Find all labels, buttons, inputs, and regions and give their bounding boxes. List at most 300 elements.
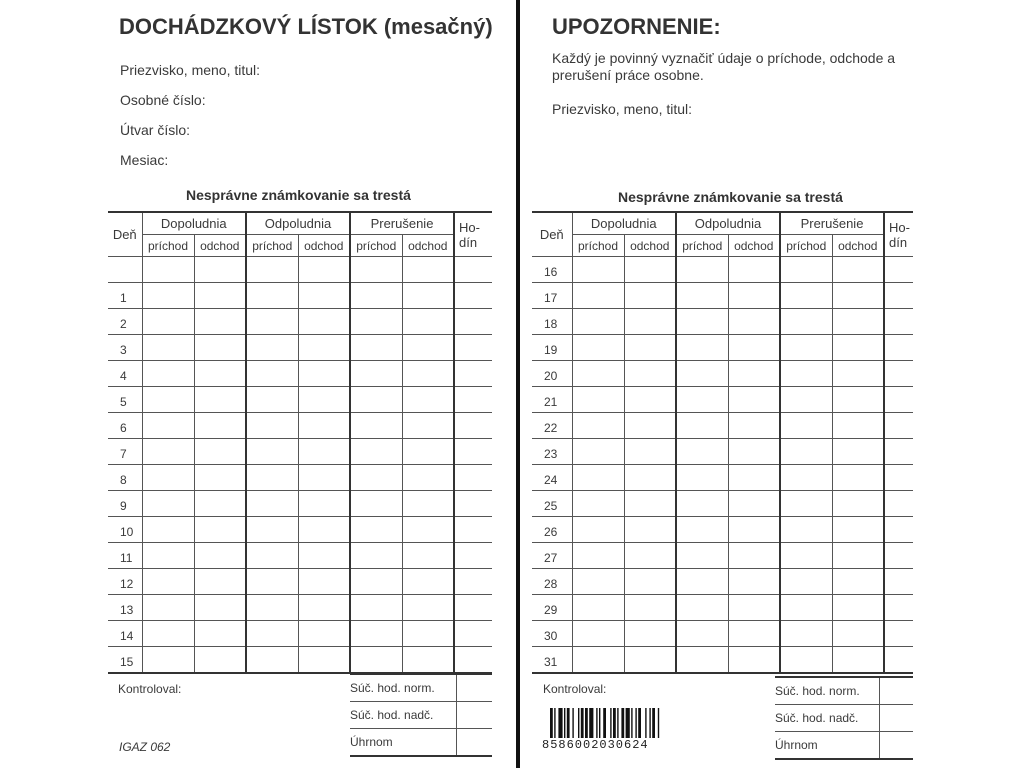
time-entry-cell[interactable] xyxy=(194,413,246,439)
time-entry-cell[interactable] xyxy=(780,413,832,439)
time-entry-cell[interactable] xyxy=(454,595,492,621)
barcode-bar xyxy=(652,708,655,738)
time-entry-cell[interactable] xyxy=(194,491,246,517)
time-entry-cell[interactable] xyxy=(884,569,913,595)
barcode-bar xyxy=(585,708,588,738)
time-entry-cell[interactable] xyxy=(572,439,624,465)
hours-header: Ho- dín xyxy=(454,212,492,257)
barcode-bar xyxy=(558,708,562,738)
barcode-bar xyxy=(603,708,606,738)
time-entry-cell[interactable] xyxy=(780,361,832,387)
time-entry-cell[interactable] xyxy=(624,361,676,387)
time-entry-cell[interactable] xyxy=(884,361,913,387)
time-entry-cell[interactable] xyxy=(350,283,402,309)
barcode-bar xyxy=(567,708,570,738)
time-entry-cell[interactable] xyxy=(728,283,780,309)
time-entry-cell[interactable] xyxy=(298,491,350,517)
time-entry-cell[interactable] xyxy=(402,283,454,309)
time-entry-cell[interactable] xyxy=(350,569,402,595)
time-entry-cell[interactable] xyxy=(246,595,298,621)
time-entry-cell[interactable] xyxy=(402,465,454,491)
time-entry-cell[interactable] xyxy=(194,439,246,465)
time-entry-cell[interactable] xyxy=(780,595,832,621)
day-number: 30 xyxy=(532,621,572,647)
time-entry-cell[interactable] xyxy=(884,491,913,517)
table-row xyxy=(108,439,492,465)
time-entry-cell[interactable] xyxy=(832,621,884,647)
time-entry-cell[interactable] xyxy=(676,647,728,673)
time-entry-cell[interactable] xyxy=(728,387,780,413)
time-entry-cell[interactable] xyxy=(246,465,298,491)
arrival-header: príchod xyxy=(246,235,298,257)
morning-header: Dopoludnia xyxy=(572,212,676,235)
barcode-bar xyxy=(596,708,597,738)
time-entry-cell[interactable] xyxy=(246,257,298,283)
time-entry-cell[interactable] xyxy=(194,621,246,647)
time-entry-cell[interactable] xyxy=(676,517,728,543)
barcode-bar xyxy=(589,708,593,738)
time-entry-cell[interactable] xyxy=(780,569,832,595)
time-entry-cell[interactable] xyxy=(350,517,402,543)
day-number: 17 xyxy=(532,283,572,309)
time-entry-cell[interactable] xyxy=(728,595,780,621)
time-entry-cell[interactable] xyxy=(194,647,246,673)
time-entry-cell[interactable] xyxy=(298,335,350,361)
time-entry-cell[interactable] xyxy=(142,387,194,413)
day-number: 1 xyxy=(108,283,142,309)
time-entry-cell[interactable] xyxy=(624,569,676,595)
day-header: Deň xyxy=(532,212,572,257)
barcode-bar xyxy=(638,708,641,738)
time-entry-cell[interactable] xyxy=(832,309,884,335)
time-entry-cell[interactable] xyxy=(298,647,350,673)
time-entry-cell[interactable] xyxy=(194,595,246,621)
time-entry-cell[interactable] xyxy=(884,335,913,361)
time-entry-cell[interactable] xyxy=(728,257,780,283)
time-entry-cell[interactable] xyxy=(884,439,913,465)
time-entry-cell[interactable] xyxy=(454,465,492,491)
back-side xyxy=(520,0,1024,768)
time-entry-cell[interactable] xyxy=(402,647,454,673)
time-entry-cell[interactable] xyxy=(142,621,194,647)
time-entry-cell[interactable] xyxy=(728,439,780,465)
time-entry-cell[interactable] xyxy=(676,595,728,621)
attendance-table-right xyxy=(532,211,913,674)
barcode-bar xyxy=(578,708,579,738)
time-entry-cell[interactable] xyxy=(676,439,728,465)
time-entry-cell[interactable] xyxy=(884,257,913,283)
time-entry-cell[interactable] xyxy=(298,439,350,465)
arrival-header: príchod xyxy=(350,235,402,257)
time-entry-cell[interactable] xyxy=(350,647,402,673)
time-entry-cell[interactable] xyxy=(298,413,350,439)
time-entry-cell[interactable] xyxy=(884,413,913,439)
time-entry-cell[interactable] xyxy=(728,569,780,595)
time-entry-cell[interactable] xyxy=(402,543,454,569)
sum-overtime-hours-cell[interactable] xyxy=(456,702,492,729)
barcode-bar xyxy=(649,708,650,738)
time-entry-cell[interactable] xyxy=(454,491,492,517)
table-row xyxy=(108,361,492,387)
time-entry-cell[interactable] xyxy=(676,387,728,413)
time-entry-cell[interactable] xyxy=(624,309,676,335)
time-entry-cell[interactable] xyxy=(728,491,780,517)
table-row xyxy=(532,413,913,439)
table-row xyxy=(108,543,492,569)
time-entry-cell[interactable] xyxy=(454,621,492,647)
controlled-by-label: Kontroloval: xyxy=(118,682,182,696)
day-number: 20 xyxy=(532,361,572,387)
time-entry-cell[interactable] xyxy=(624,387,676,413)
table-row xyxy=(108,283,492,309)
time-entry-cell[interactable] xyxy=(194,361,246,387)
time-entry-cell[interactable] xyxy=(884,595,913,621)
time-entry-cell[interactable] xyxy=(832,595,884,621)
time-entry-cell[interactable] xyxy=(832,517,884,543)
time-entry-cell[interactable] xyxy=(624,335,676,361)
time-entry-cell[interactable] xyxy=(676,361,728,387)
day-number: 4 xyxy=(108,361,142,387)
sum-normal-hours-label: Súč. hod. norm. xyxy=(350,674,456,702)
time-entry-cell[interactable] xyxy=(832,283,884,309)
time-entry-cell[interactable] xyxy=(350,543,402,569)
time-entry-cell[interactable] xyxy=(572,413,624,439)
time-entry-cell[interactable] xyxy=(142,595,194,621)
time-entry-cell[interactable] xyxy=(298,387,350,413)
time-entry-cell[interactable] xyxy=(246,439,298,465)
time-entry-cell[interactable] xyxy=(298,621,350,647)
table-row xyxy=(108,491,492,517)
time-entry-cell[interactable] xyxy=(298,465,350,491)
time-entry-cell[interactable] xyxy=(402,517,454,543)
time-entry-cell[interactable] xyxy=(142,517,194,543)
time-entry-cell[interactable] xyxy=(298,595,350,621)
time-entry-cell[interactable] xyxy=(676,309,728,335)
time-entry-cell[interactable] xyxy=(454,569,492,595)
name-label: Priezvisko, meno, titul: xyxy=(552,101,693,117)
name-label: Priezvisko, meno, titul: xyxy=(120,62,261,78)
time-entry-cell[interactable] xyxy=(454,647,492,673)
hours-header: Ho- dín xyxy=(884,212,913,257)
time-entry-cell[interactable] xyxy=(624,257,676,283)
day-number: 6 xyxy=(108,413,142,439)
sum-overtime-hours-cell[interactable] xyxy=(879,705,913,732)
barcode-bar xyxy=(613,708,616,738)
time-entry-cell[interactable] xyxy=(194,387,246,413)
time-entry-cell[interactable] xyxy=(780,439,832,465)
time-entry-cell[interactable] xyxy=(142,491,194,517)
time-entry-cell[interactable] xyxy=(402,491,454,517)
time-entry-cell[interactable] xyxy=(780,335,832,361)
time-entry-cell[interactable] xyxy=(572,465,624,491)
time-entry-cell[interactable] xyxy=(676,283,728,309)
barcode-bar xyxy=(554,708,555,738)
sum-overtime-hours-label: Súč. hod. nadč. xyxy=(350,702,456,729)
time-entry-cell[interactable] xyxy=(402,569,454,595)
time-entry-cell[interactable] xyxy=(572,335,624,361)
time-entry-cell[interactable] xyxy=(142,439,194,465)
time-entry-cell[interactable] xyxy=(728,361,780,387)
barcode-bar xyxy=(631,708,632,738)
sum-normal-hours-cell[interactable] xyxy=(456,674,492,702)
time-entry-cell[interactable] xyxy=(454,257,492,283)
time-entry-cell[interactable] xyxy=(728,517,780,543)
time-entry-cell[interactable] xyxy=(624,517,676,543)
sum-overtime-hours-label: Súč. hod. nadč. xyxy=(775,705,879,732)
time-entry-cell[interactable] xyxy=(454,439,492,465)
time-entry-cell[interactable] xyxy=(572,569,624,595)
time-entry-cell[interactable] xyxy=(676,491,728,517)
barcode-bar xyxy=(635,708,636,738)
time-entry-cell[interactable] xyxy=(246,283,298,309)
time-entry-cell[interactable] xyxy=(350,413,402,439)
time-entry-cell[interactable] xyxy=(884,465,913,491)
time-entry-cell[interactable] xyxy=(142,465,194,491)
arrival-header: príchod xyxy=(572,235,624,257)
time-entry-cell[interactable] xyxy=(832,257,884,283)
time-entry-cell[interactable] xyxy=(624,283,676,309)
time-entry-cell[interactable] xyxy=(298,309,350,335)
time-entry-cell[interactable] xyxy=(676,543,728,569)
penalty-notice: Nesprávne známkovanie sa trestá xyxy=(186,187,411,203)
time-entry-cell[interactable] xyxy=(884,387,913,413)
time-entry-cell[interactable] xyxy=(454,283,492,309)
month-label: Mesiac: xyxy=(120,152,169,168)
time-entry-cell[interactable] xyxy=(572,491,624,517)
time-entry-cell[interactable] xyxy=(780,491,832,517)
time-entry-cell[interactable] xyxy=(832,439,884,465)
time-entry-cell[interactable] xyxy=(780,647,832,673)
departure-header: odchod xyxy=(728,235,780,257)
time-entry-cell[interactable] xyxy=(194,257,246,283)
time-entry-cell[interactable] xyxy=(676,621,728,647)
time-entry-cell[interactable] xyxy=(832,335,884,361)
time-entry-cell[interactable] xyxy=(780,621,832,647)
day-number: 14 xyxy=(108,621,142,647)
time-entry-cell[interactable] xyxy=(142,309,194,335)
time-entry-cell[interactable] xyxy=(884,517,913,543)
time-entry-cell[interactable] xyxy=(142,647,194,673)
time-entry-cell[interactable] xyxy=(728,465,780,491)
time-entry-cell[interactable] xyxy=(624,413,676,439)
day-number: 12 xyxy=(108,569,142,595)
time-entry-cell[interactable] xyxy=(780,309,832,335)
time-entry-cell[interactable] xyxy=(624,439,676,465)
time-entry-cell[interactable] xyxy=(350,595,402,621)
time-entry-cell[interactable] xyxy=(676,257,728,283)
time-entry-cell[interactable] xyxy=(298,283,350,309)
day-number: 13 xyxy=(108,595,142,621)
time-entry-cell[interactable] xyxy=(350,335,402,361)
time-entry-cell[interactable] xyxy=(624,465,676,491)
time-entry-cell[interactable] xyxy=(572,309,624,335)
time-entry-cell[interactable] xyxy=(194,335,246,361)
controlled-by-label: Kontroloval: xyxy=(543,682,607,696)
time-entry-cell[interactable] xyxy=(832,491,884,517)
time-entry-cell[interactable] xyxy=(676,569,728,595)
time-entry-cell[interactable] xyxy=(246,647,298,673)
total-cell[interactable] xyxy=(456,729,492,757)
time-entry-cell[interactable] xyxy=(832,647,884,673)
warning-text: Každý je povinný vyznačiť údaje o príchode, odchode a prerušení práce osobne. xyxy=(552,50,896,83)
table-row xyxy=(108,387,492,413)
time-entry-cell[interactable] xyxy=(246,491,298,517)
time-entry-cell[interactable] xyxy=(454,361,492,387)
time-entry-cell[interactable] xyxy=(780,517,832,543)
time-entry-cell[interactable] xyxy=(832,387,884,413)
time-entry-cell[interactable] xyxy=(454,543,492,569)
time-entry-cell[interactable] xyxy=(832,413,884,439)
sum-normal-hours-label: Súč. hod. norm. xyxy=(775,677,879,705)
time-entry-cell[interactable] xyxy=(624,595,676,621)
time-entry-cell[interactable] xyxy=(402,257,454,283)
time-entry-cell[interactable] xyxy=(246,569,298,595)
time-entry-cell[interactable] xyxy=(298,257,350,283)
day-number xyxy=(108,257,142,283)
time-entry-cell[interactable] xyxy=(454,309,492,335)
attendance-table-left xyxy=(108,211,492,674)
time-entry-cell[interactable] xyxy=(728,647,780,673)
time-entry-cell[interactable] xyxy=(350,361,402,387)
time-entry-cell[interactable] xyxy=(832,569,884,595)
time-entry-cell[interactable] xyxy=(572,387,624,413)
time-entry-cell[interactable] xyxy=(454,517,492,543)
time-entry-cell[interactable] xyxy=(454,413,492,439)
time-entry-cell[interactable] xyxy=(246,543,298,569)
time-entry-cell[interactable] xyxy=(572,257,624,283)
time-entry-cell[interactable] xyxy=(402,413,454,439)
time-entry-cell[interactable] xyxy=(246,309,298,335)
time-entry-cell[interactable] xyxy=(780,283,832,309)
time-entry-cell[interactable] xyxy=(624,543,676,569)
time-entry-cell[interactable] xyxy=(194,283,246,309)
time-entry-cell[interactable] xyxy=(572,361,624,387)
time-entry-cell[interactable] xyxy=(884,543,913,569)
day-header: Deň xyxy=(108,212,142,257)
time-entry-cell[interactable] xyxy=(832,465,884,491)
time-entry-cell[interactable] xyxy=(572,647,624,673)
table-row xyxy=(532,517,913,543)
time-entry-cell[interactable] xyxy=(780,387,832,413)
day-number: 18 xyxy=(532,309,572,335)
time-entry-cell[interactable] xyxy=(780,543,832,569)
time-entry-cell[interactable] xyxy=(142,569,194,595)
time-entry-cell[interactable] xyxy=(402,595,454,621)
time-entry-cell[interactable] xyxy=(572,621,624,647)
day-number: 23 xyxy=(532,439,572,465)
time-entry-cell[interactable] xyxy=(246,621,298,647)
time-entry-cell[interactable] xyxy=(402,309,454,335)
barcode-bar xyxy=(572,708,573,738)
arrival-header: príchod xyxy=(676,235,728,257)
time-entry-cell[interactable] xyxy=(246,517,298,543)
time-entry-cell[interactable] xyxy=(884,283,913,309)
time-entry-cell[interactable] xyxy=(246,413,298,439)
time-entry-cell[interactable] xyxy=(350,257,402,283)
time-entry-cell[interactable] xyxy=(298,517,350,543)
time-entry-cell[interactable] xyxy=(402,361,454,387)
time-entry-cell[interactable] xyxy=(246,387,298,413)
time-entry-cell[interactable] xyxy=(402,387,454,413)
sum-normal-hours-cell[interactable] xyxy=(879,677,913,705)
time-entry-cell[interactable] xyxy=(832,543,884,569)
time-entry-cell[interactable] xyxy=(194,569,246,595)
time-entry-cell[interactable] xyxy=(676,465,728,491)
time-entry-cell[interactable] xyxy=(884,621,913,647)
time-entry-cell[interactable] xyxy=(298,569,350,595)
time-entry-cell[interactable] xyxy=(142,283,194,309)
time-entry-cell[interactable] xyxy=(350,465,402,491)
time-entry-cell[interactable] xyxy=(402,621,454,647)
total-cell[interactable] xyxy=(879,732,913,760)
time-entry-cell[interactable] xyxy=(454,387,492,413)
time-entry-cell[interactable] xyxy=(142,361,194,387)
form-title: DOCHÁDZKOVÝ LÍSTOK (mesačný) xyxy=(119,14,493,39)
time-entry-cell[interactable] xyxy=(572,543,624,569)
time-entry-cell[interactable] xyxy=(142,335,194,361)
time-entry-cell[interactable] xyxy=(194,517,246,543)
time-entry-cell[interactable] xyxy=(728,335,780,361)
barcode-bar xyxy=(645,708,646,738)
time-entry-cell[interactable] xyxy=(402,335,454,361)
time-entry-cell[interactable] xyxy=(194,543,246,569)
table-row xyxy=(532,257,913,283)
time-entry-cell[interactable] xyxy=(624,621,676,647)
time-entry-cell[interactable] xyxy=(298,361,350,387)
time-entry-cell[interactable] xyxy=(142,413,194,439)
barcode-bar xyxy=(658,708,659,738)
time-entry-cell[interactable] xyxy=(572,283,624,309)
time-entry-cell[interactable] xyxy=(676,335,728,361)
time-entry-cell[interactable] xyxy=(884,309,913,335)
time-entry-cell[interactable] xyxy=(624,491,676,517)
day-number: 5 xyxy=(108,387,142,413)
time-entry-cell[interactable] xyxy=(676,413,728,439)
time-entry-cell[interactable] xyxy=(454,335,492,361)
time-entry-cell[interactable] xyxy=(728,413,780,439)
time-entry-cell[interactable] xyxy=(350,309,402,335)
time-entry-cell[interactable] xyxy=(350,621,402,647)
time-entry-cell[interactable] xyxy=(624,647,676,673)
time-entry-cell[interactable] xyxy=(350,387,402,413)
time-entry-cell[interactable] xyxy=(572,517,624,543)
time-entry-cell[interactable] xyxy=(402,439,454,465)
time-entry-cell[interactable] xyxy=(142,543,194,569)
time-entry-cell[interactable] xyxy=(350,439,402,465)
time-entry-cell[interactable] xyxy=(780,465,832,491)
time-entry-cell[interactable] xyxy=(728,543,780,569)
day-number: 31 xyxy=(532,647,572,673)
time-entry-cell[interactable] xyxy=(728,309,780,335)
time-entry-cell[interactable] xyxy=(728,621,780,647)
arrival-header: príchod xyxy=(780,235,832,257)
departure-header: odchod xyxy=(624,235,676,257)
barcode-digits: 8586002030624 xyxy=(542,738,649,752)
time-entry-cell[interactable] xyxy=(194,309,246,335)
day-number: 10 xyxy=(108,517,142,543)
time-entry-cell[interactable] xyxy=(780,257,832,283)
time-entry-cell[interactable] xyxy=(194,465,246,491)
time-entry-cell[interactable] xyxy=(298,543,350,569)
time-entry-cell[interactable] xyxy=(832,361,884,387)
table-row xyxy=(532,309,913,335)
time-entry-cell[interactable] xyxy=(884,647,913,673)
time-entry-cell[interactable] xyxy=(142,257,194,283)
time-entry-cell[interactable] xyxy=(246,361,298,387)
time-entry-cell[interactable] xyxy=(572,595,624,621)
time-entry-cell[interactable] xyxy=(350,491,402,517)
time-entry-cell[interactable] xyxy=(246,335,298,361)
